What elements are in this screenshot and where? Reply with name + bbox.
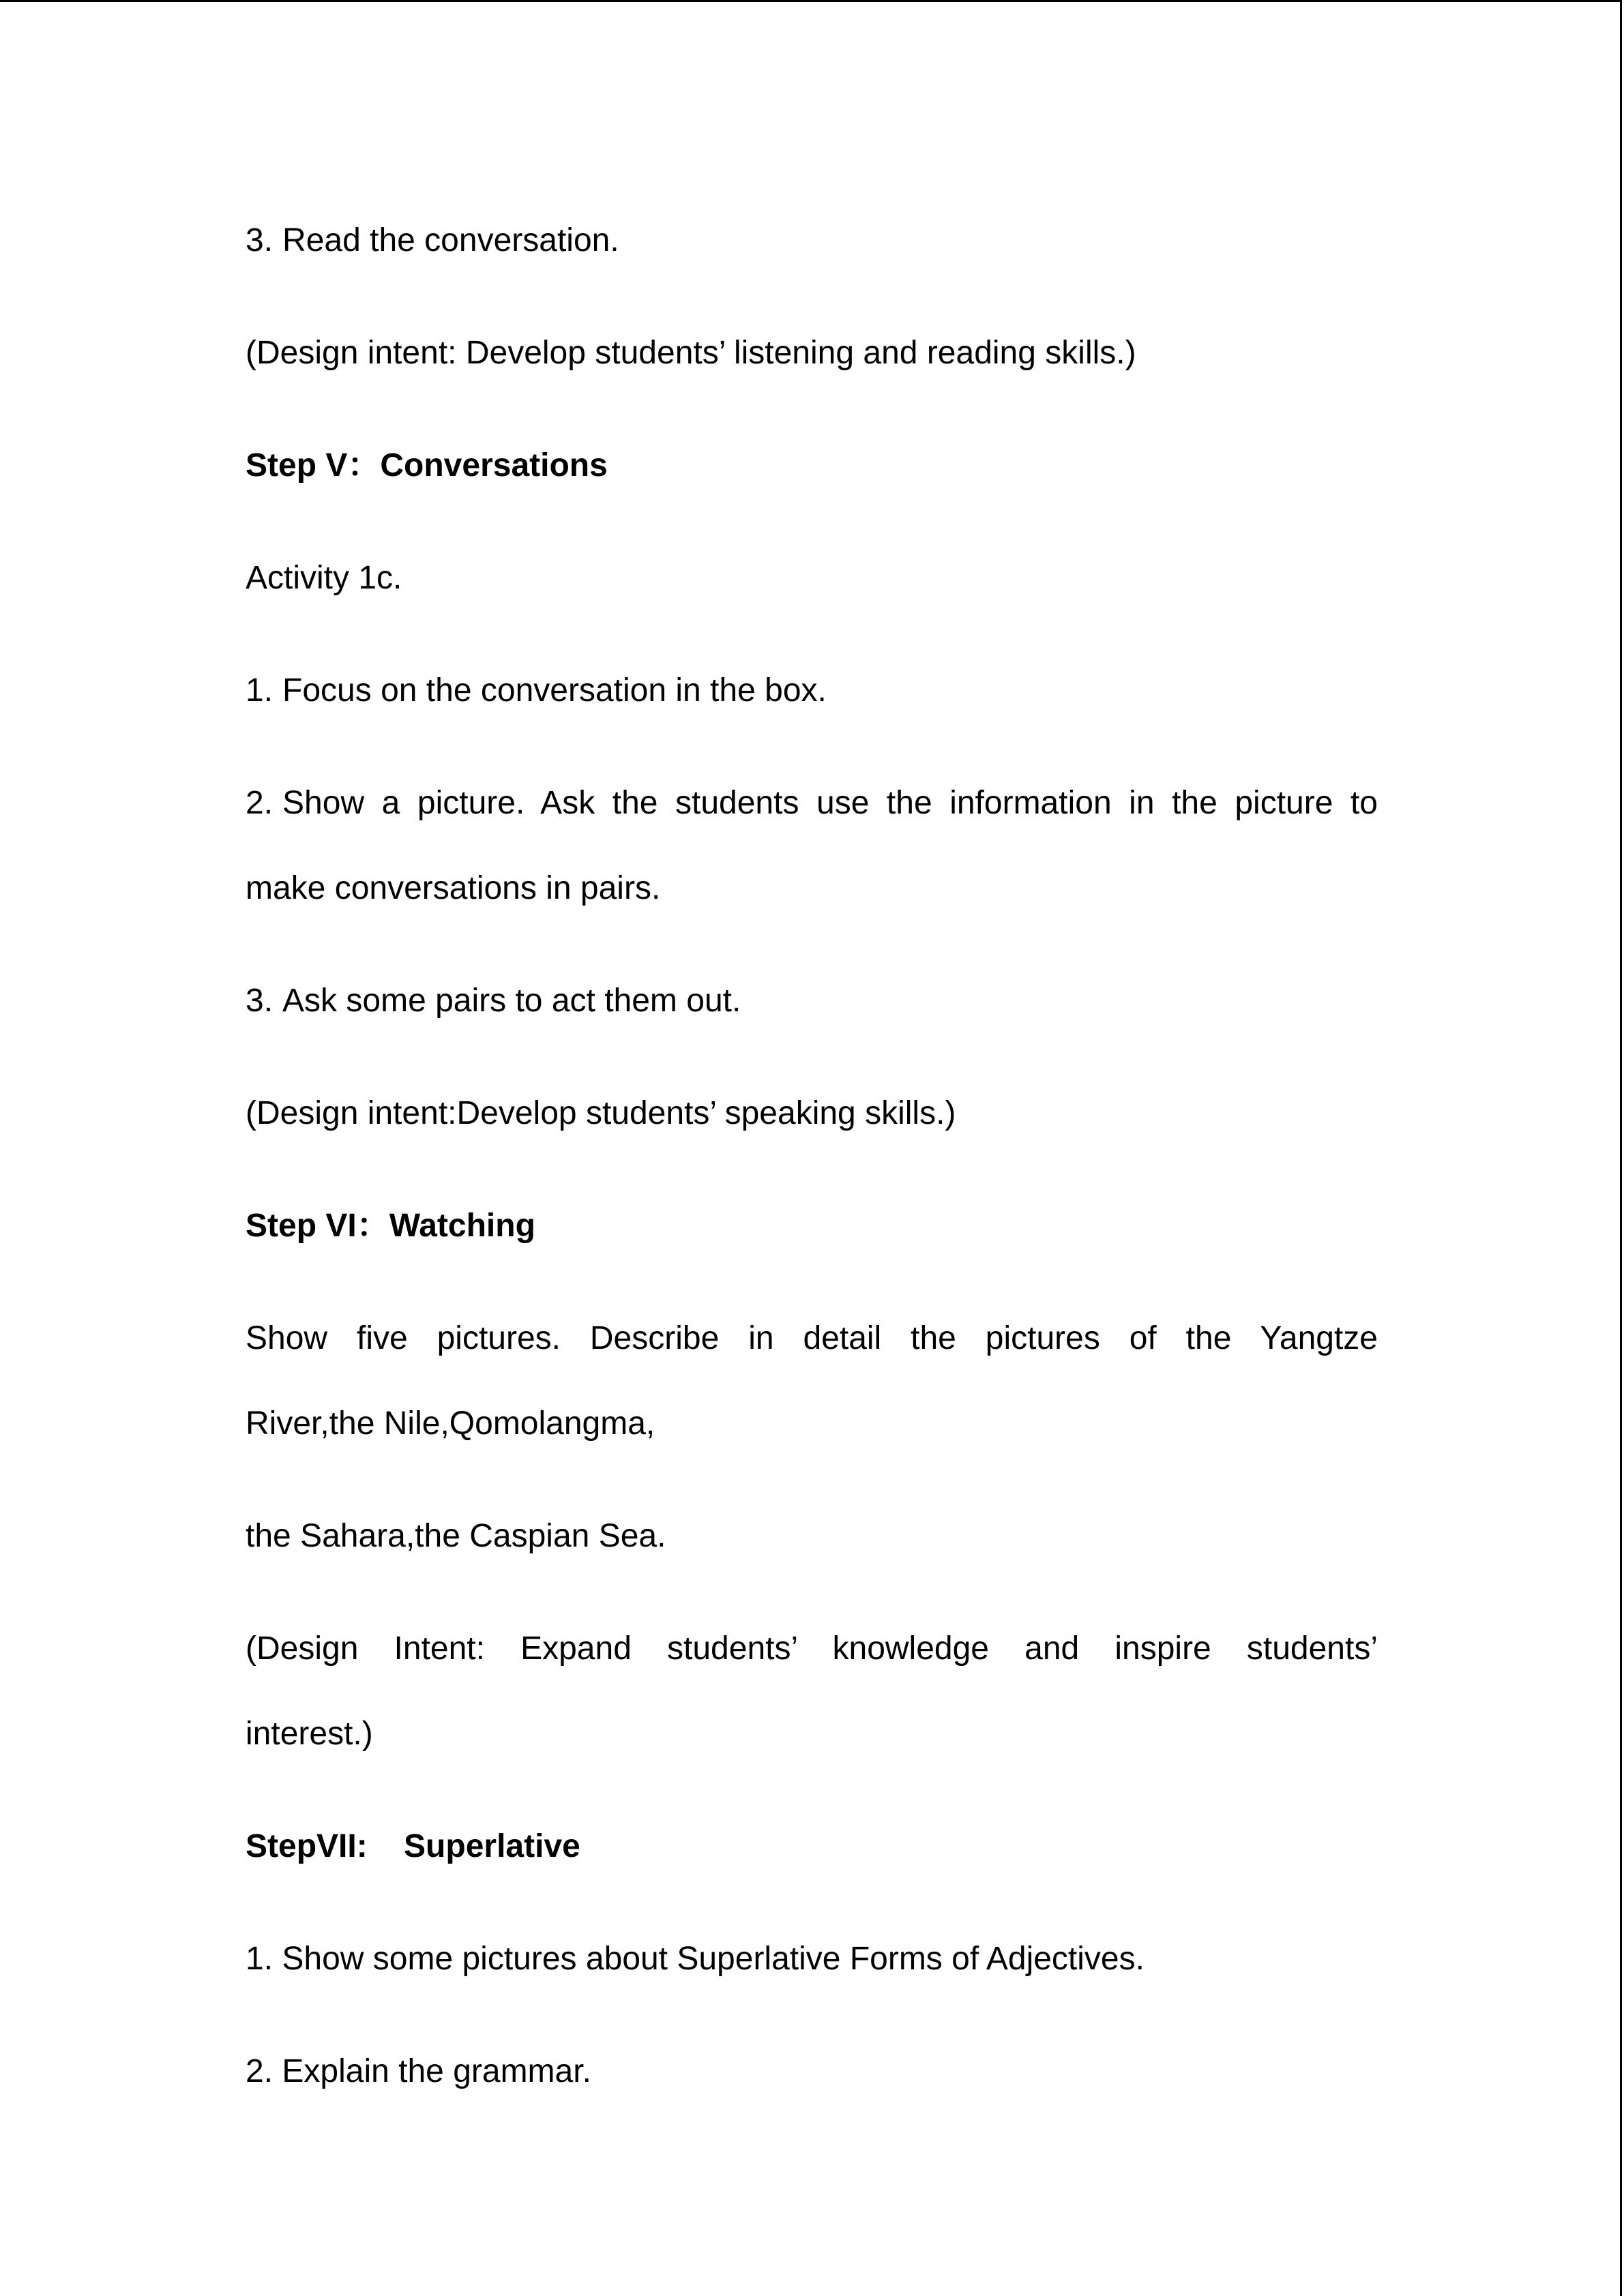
list-item-show-picture-continued: make conversations in pairs. [246, 870, 661, 906]
paragraph-show-five-pictures-continued: River,the Nile,Qomolangma, [246, 1405, 655, 1442]
list-item-act-out [246, 981, 741, 1022]
heading-step-vi: Step VI：Watching [246, 1208, 535, 1244]
list-number: 3. [246, 222, 274, 258]
list-number: 2. [246, 785, 274, 821]
list-text: Show a picture. Ask the students use the information in the picture to [282, 785, 1378, 821]
heading-step-vii: StepVII: Superlative [246, 1828, 580, 1864]
list-item-superlative-pictures: 1. Show some pictures about Superlative Forms of Adjectives. [246, 1941, 1145, 1977]
design-intent-listening-reading: (Design intent: Develop students’ listening and reading skills.) [246, 335, 1136, 371]
list-text: Read the conversation. [282, 222, 619, 258]
heading-step-v: Step V：Conversations [246, 447, 608, 483]
design-intent-speaking: (Design intent:Develop students’ speaking skills.) [246, 1095, 956, 1131]
list-number: 3. [246, 983, 274, 1019]
list-item-explain-grammar: 2. Explain the grammar. [246, 2053, 591, 2089]
list-item-read-conversation [246, 220, 619, 261]
list-item-focus-conversation [246, 670, 827, 711]
paragraph-show-five-pictures: Show five pictures. Describe in detail the pictures of the Yangtze [246, 1320, 1378, 1356]
list-item-show-picture [246, 783, 1378, 824]
design-intent-knowledge-continued: interest.) [246, 1716, 373, 1752]
design-intent-knowledge: (Design Intent: Expand students’ knowledge and inspire students’ [246, 1630, 1378, 1667]
paragraph-places: the Sahara,the Caspian Sea. [246, 1518, 666, 1554]
list-number: 1. [246, 672, 274, 709]
list-text: Ask some pairs to act them out. [282, 983, 741, 1019]
activity-label: Activity 1c. [246, 560, 402, 596]
list-text: Focus on the conversation in the box. [282, 672, 827, 709]
